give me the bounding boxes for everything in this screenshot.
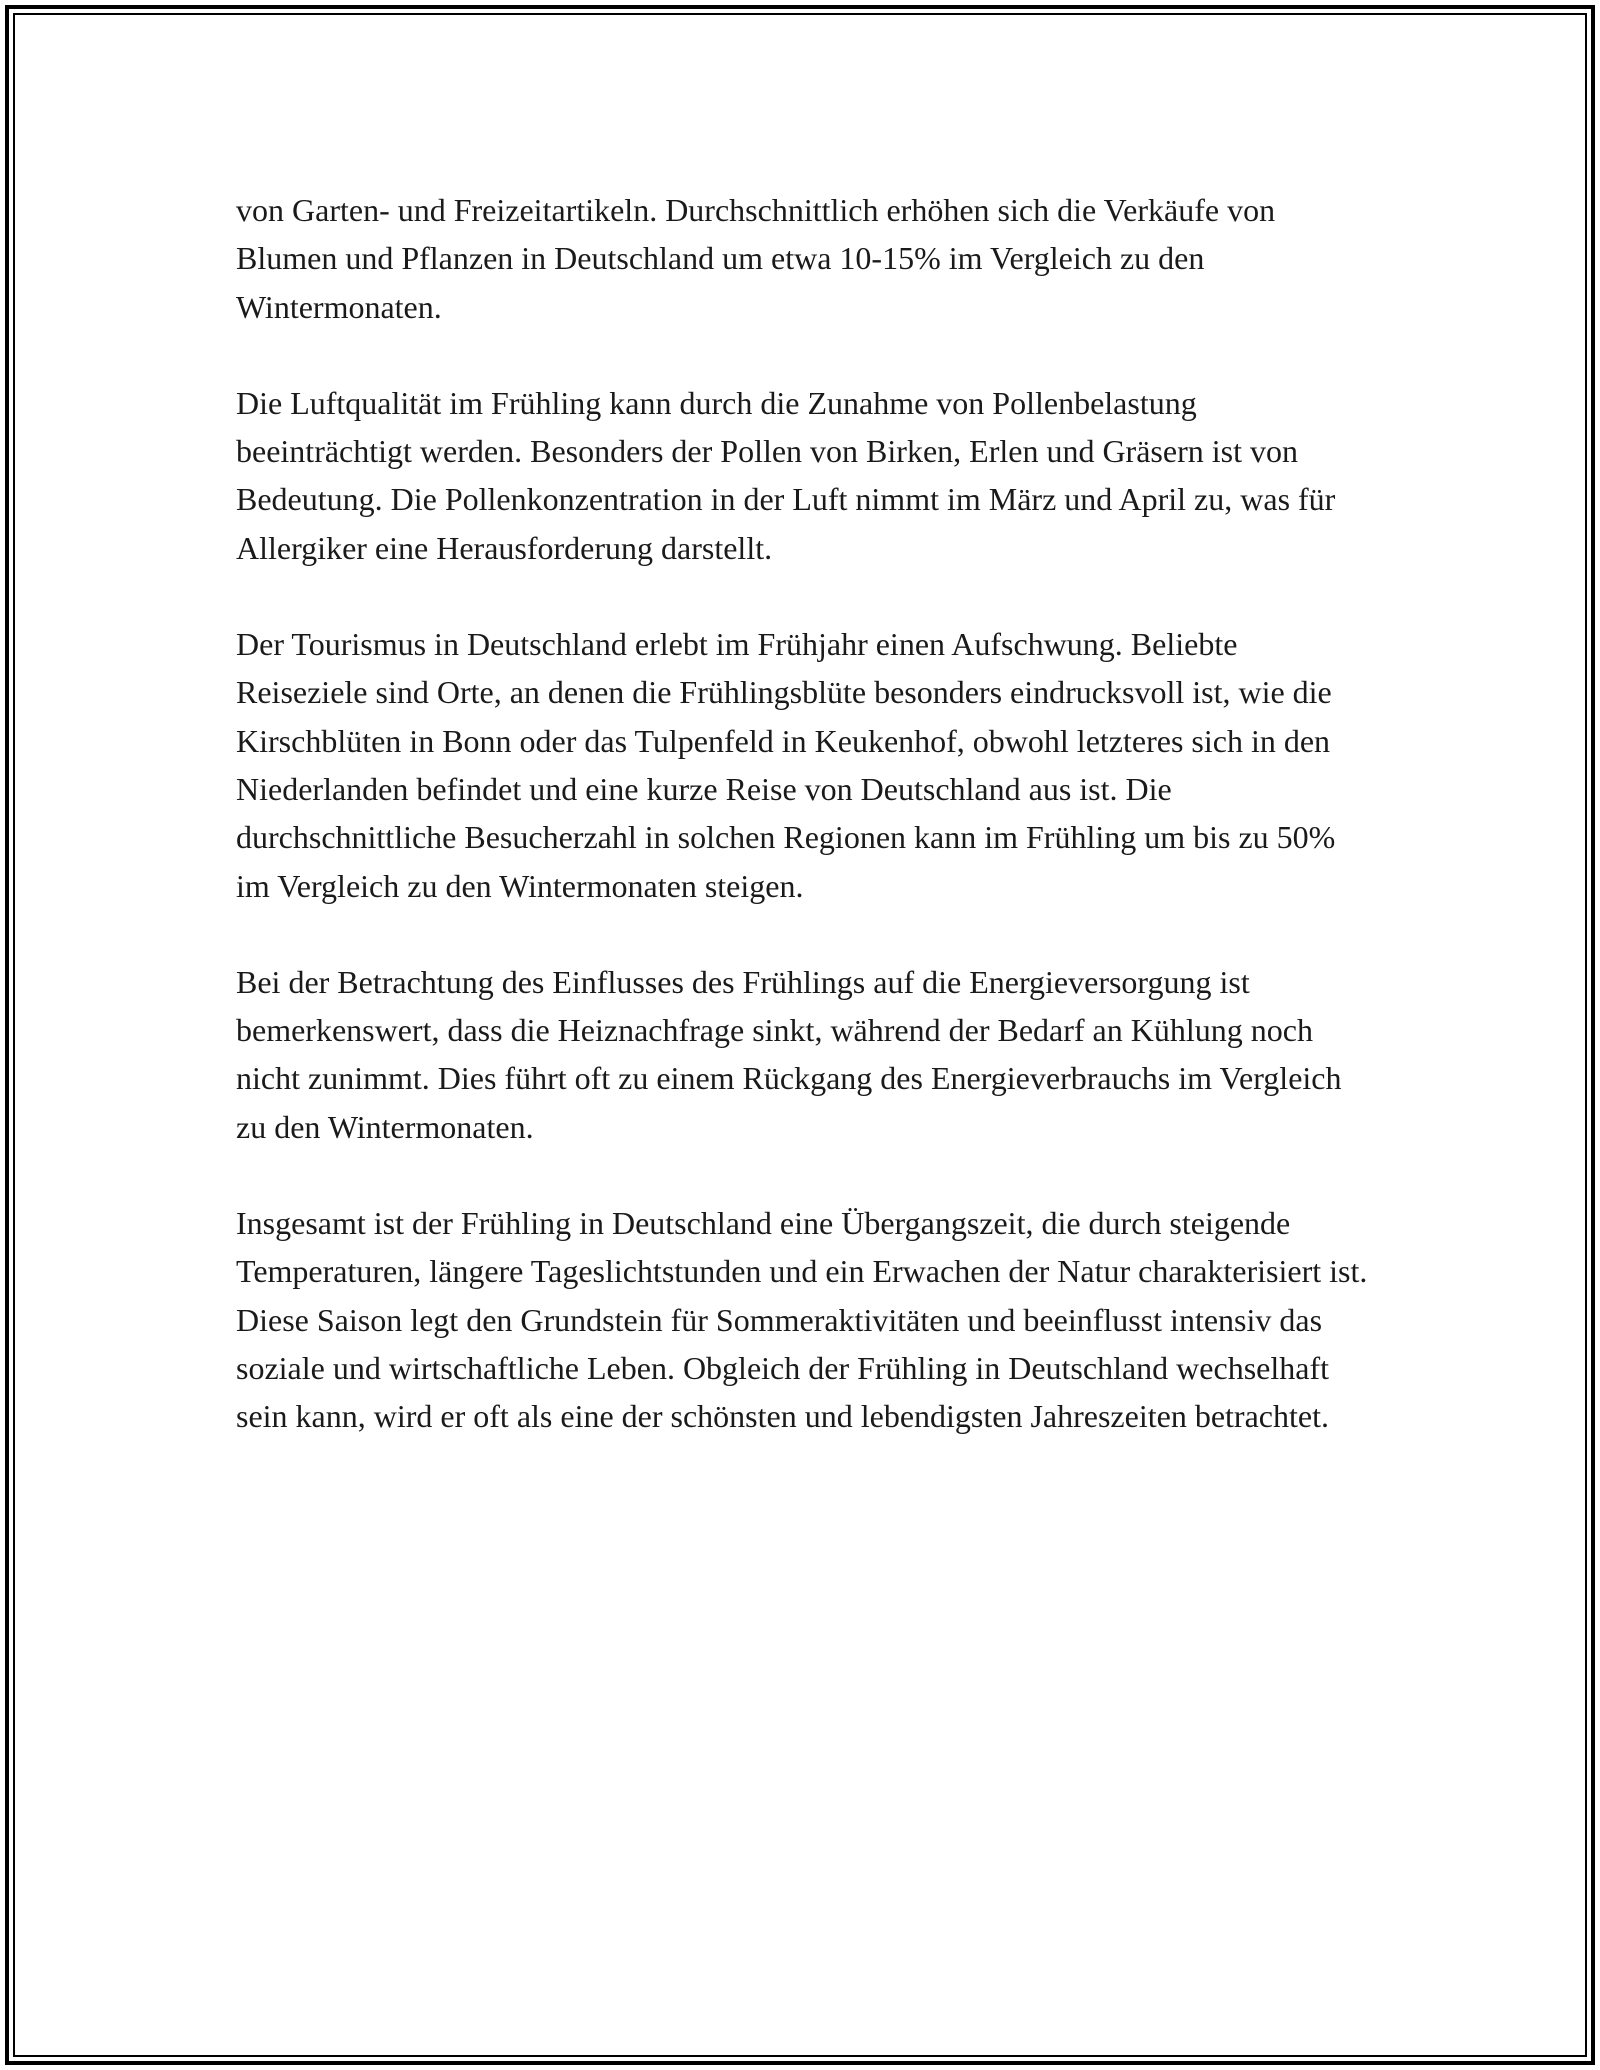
paragraph-air-quality: Die Luftqualität im Frühling kann durch die Zunahme von Pollenbelastung beeinträchtigt werden. Besonders der Pollen von Birken, Erlen und Gräsern ist von Bedeutung. Die Pollenkonzentration in der Luft nimmt im März und April zu, was für Allergiker eine Herausforderung darstellt.	[236, 384, 1336, 566]
paragraph-garden-sales: von Garten- und Freizeitartikeln. Durchschnittlich erhöhen sich die Verkäufe von Blumen und Pflanzen in Deutschland um etwa 10-15% im Vergleich zu den Wintermonaten.	[236, 192, 1276, 325]
paragraph-summary: Insgesamt ist der Frühling in Deutschland eine Übergangszeit, die durch steigende Temperaturen, längere Tageslichtstunden und ein Erwachen der Natur charakterisiert ist. Diese Saison legt den Grundstein für Sommeraktivitäten und beeinflusst intensiv das soziale und wirtschaftliche Leben. Obgleich der Frühling in Deutschland wechselhaft sein kann, wird er oft als eine der schönsten und lebendigsten Jahreszeiten betrachtet.	[236, 1205, 1368, 1435]
paragraph-energy: Bei der Betrachtung des Einflusses des Frühlings auf die Energieversorgung ist bemerkenswert, dass die Heiznachfrage sinkt, während der Bedarf an Kühlung noch nicht zunimmt. Dies führt oft zu einem Rückgang des Energieverbrauchs im Vergleich zu den Wintermonaten.	[236, 963, 1342, 1145]
document-body	[236, 186, 1376, 1489]
paragraph-tourism: Der Tourismus in Deutschland erlebt im Frühjahr einen Aufschwung. Beliebte Reiseziele sind Orte, an denen die Frühlingsblüte besonders eindrucksvoll ist, wie die Kirschblüten in Bonn oder das Tulpenfeld in Keukenhof, obwohl letzteres sich in den Niederlanden befindet und eine kurze Reise von Deutschland aus ist. Die durchschnittliche Besucherzahl in solchen Regionen kann im Frühling um bis zu 50% im Vergleich zu den Wintermonaten steigen.	[236, 626, 1336, 904]
